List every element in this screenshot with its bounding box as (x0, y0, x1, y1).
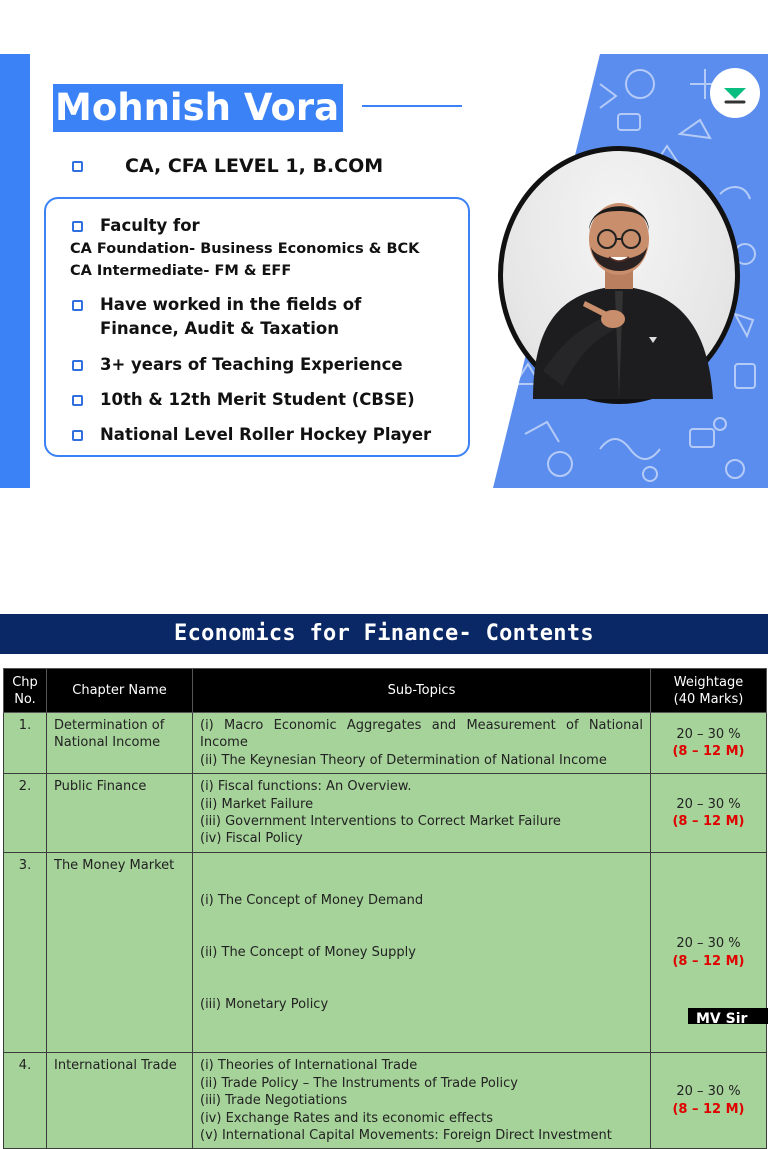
table-row (4, 1053, 767, 1149)
chapter-number: 2. (4, 774, 47, 853)
sub-topics-cell: (i) Theories of International Trade (ii) Trade Policy – The Instruments of Trade Policy (iii) Trade Negotiations (iv) Exchange Rates and its economic effects (v) International Capital Movements: Foreign Direct Investment (193, 1053, 651, 1149)
contents-table (3, 668, 767, 1149)
checkbox-bullet-icon (72, 300, 83, 311)
chapter-number: 3. (4, 852, 47, 1052)
left-accent-bar (0, 54, 30, 488)
brand-logo-icon (710, 68, 760, 118)
credentials-row (72, 154, 383, 178)
weightage-cell: 20 – 30 % (8 – 12 M) (651, 713, 767, 774)
presenter-photo (503, 151, 735, 399)
chapter-name: The Money Market (47, 852, 193, 1052)
profile-info-box: Faculty for CA Foundation- Business Economics & BCK CA Intermediate- FM & EFF Have worked in the fields of Finance, Audit & Taxation 3+ years of Teaching Experience 10th & 12th Merit Student (CBSE) National Level Roller Hockey Player (44, 197, 470, 457)
chapter-name: International Trade (47, 1053, 193, 1149)
person-illustration (503, 151, 735, 399)
header-weightage: Weightage (40 Marks) (651, 669, 767, 713)
presenter-name: Mohnish Vora (53, 84, 343, 132)
name-underline (362, 105, 462, 107)
header-chapter-name: Chapter Name (47, 669, 193, 713)
author-tag: MV Sir (688, 1008, 768, 1024)
checkbox-bullet-icon (72, 221, 83, 232)
chapter-name: Determination of National Income (47, 713, 193, 774)
header-chp-no: Chp No. (4, 669, 47, 713)
sub-topics-cell: (i) Fiscal functions: An Overview. (ii) Market Failure (iii) Government Interventions to Correct Market Failure (iv) Fiscal Policy (193, 774, 651, 853)
table-row (4, 774, 767, 853)
chapter-name: Public Finance (47, 774, 193, 853)
weightage-cell: 20 – 30 % (8 – 12 M) (651, 852, 767, 1052)
faculty-line-foundation: CA Foundation- Business Economics & BCK (70, 241, 420, 257)
profile-slide (0, 54, 768, 488)
sub-topics-cell: (i) The Concept of Money Demand (ii) The Concept of Money Supply (iii) Monetary Policy (193, 852, 651, 1052)
sub-topics-cell: (i) Macro Economic Aggregates and Measurement of National Income (ii) The Keynesian Theory of Determination of National Income (193, 713, 651, 774)
table-row (4, 852, 767, 1052)
weightage-cell: 20 – 30 % (8 – 12 M) (651, 774, 767, 853)
credentials-text: CA, CFA LEVEL 1, B.COM (125, 155, 384, 177)
table-row (4, 713, 767, 774)
checkbox-bullet-icon (72, 360, 83, 371)
table-header-row (4, 669, 767, 713)
chapter-number: 4. (4, 1053, 47, 1149)
weightage-cell: 20 – 30 % (8 – 12 M) (651, 1053, 767, 1149)
chapter-number: 1. (4, 713, 47, 774)
faculty-line-intermediate: CA Intermediate- FM & EFF (70, 263, 292, 279)
contents-title-banner: Economics for Finance- Contents (0, 614, 768, 654)
header-sub-topics: Sub-Topics (193, 669, 651, 713)
checkbox-bullet-icon (72, 395, 83, 406)
checkbox-bullet-icon (72, 430, 83, 441)
checkbox-bullet-icon (72, 161, 83, 172)
